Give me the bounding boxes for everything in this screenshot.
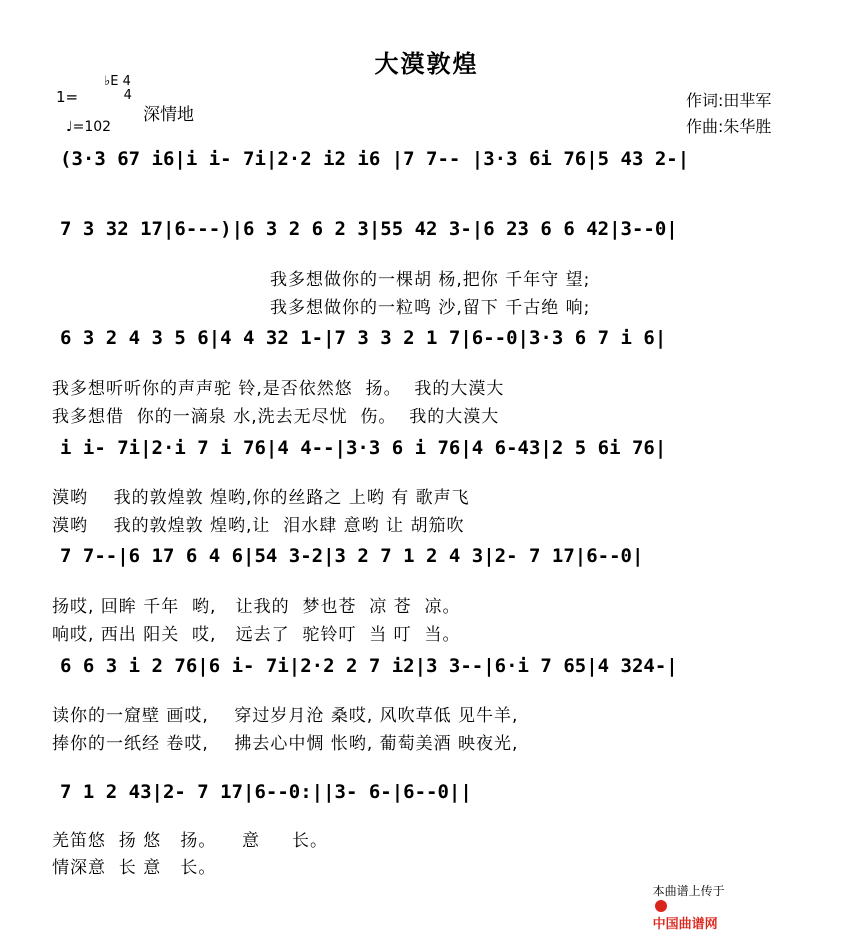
- lyric-line-5a: 扬哎, 回眸 千年 哟, 让我的 梦也苍 凉 苍 凉。: [52, 597, 461, 617]
- lyric-line-4b: 漠哟 我的敦煌敦 煌哟,让 泪水肆 意哟 让 胡笳吹: [52, 516, 465, 536]
- footer-text: 本曲谱上传于: [652, 884, 725, 898]
- score-line-4: i i- 7i|2·i 7 i 76|4 4--|3·3 6 i 76|4 6-43|2 5 6i 76|: [60, 437, 667, 459]
- composer-credit: 作曲:朱华胜: [686, 117, 772, 136]
- lyric-line-6a: 读你的一窟壁 画哎, 穿过岁月沧 桑哎, 风吹草低 见牛羊,: [52, 706, 519, 726]
- footer-credit: [645, 868, 725, 932]
- expression-marking: 深情地: [143, 105, 194, 125]
- song-title: 大漠敦煌: [374, 50, 479, 78]
- site-logo-icon: [655, 900, 667, 912]
- lyric-line-5b: 响哎, 西出 阳关 哎, 远去了 驼铃叮 当 叮 当。: [52, 625, 461, 645]
- lyric-line-3b: 我多想借 你的一滴泉 水,洗去无尽忧 伤。 我的大漠大: [52, 407, 500, 427]
- lyric-line-2b: 我多想做你的一粒鸣 沙,留下 千古绝 响;: [270, 298, 591, 318]
- lyricist-credit: 作词:田芈军: [686, 91, 772, 110]
- score-line-6: 6 6 3 i 2 76|6 i- 7i|2·2 2 7 i2|3 3--|6·i 7 65|4 324-|: [60, 655, 678, 677]
- lyric-line-7b: 情深意 长 意 长。: [52, 858, 217, 878]
- score-line-3: 6 3 2 4 3 5 6|4 4 32 1-|7 3 3 2 1 7|6--0|3·3 6 7 i 6|: [60, 327, 667, 349]
- time-signature: ♭E 4 4: [104, 74, 132, 103]
- key-signature: 1=: [56, 88, 79, 106]
- lyric-line-3a: 我多想听听你的声声驼 铃,是否依然悠 扬。 我的大漠大: [52, 379, 505, 399]
- score-line-1: (3·3 67 i6|i i- 7i|2·2 i2 i6 |7 7-- |3·3 6i 76|5 43 2-|: [60, 148, 690, 170]
- lyric-line-2a: 我多想做你的一棵胡 杨,把你 千年守 望;: [270, 270, 591, 290]
- lyric-line-4a: 漠哟 我的敦煌敦 煌哟,你的丝路之 上哟 有 歌声飞: [52, 488, 470, 508]
- lyric-line-7a: 羌笛悠 扬 悠 扬。 意 长。: [52, 831, 329, 851]
- tempo-marking: ♩=102: [66, 119, 112, 135]
- footer-site-link[interactable]: 中国曲谱网: [652, 917, 718, 932]
- score-line-7: 7 1 2 43|2- 7 17|6--0:||3- 6-|6--0||: [60, 781, 472, 803]
- lyric-line-6b: 捧你的一纸经 卷哎, 拂去心中惆 怅哟, 葡萄美酒 映夜光,: [52, 734, 519, 754]
- score-line-2: 7 3 32 17|6---)|6 3 2 6 2 3|55 42 3-|6 23 6 6 42|3--0|: [60, 218, 678, 240]
- score-line-5: 7 7--|6 17 6 4 6|54 3-2|3 2 7 1 2 4 3|2- 7 17|6--0|: [60, 545, 644, 567]
